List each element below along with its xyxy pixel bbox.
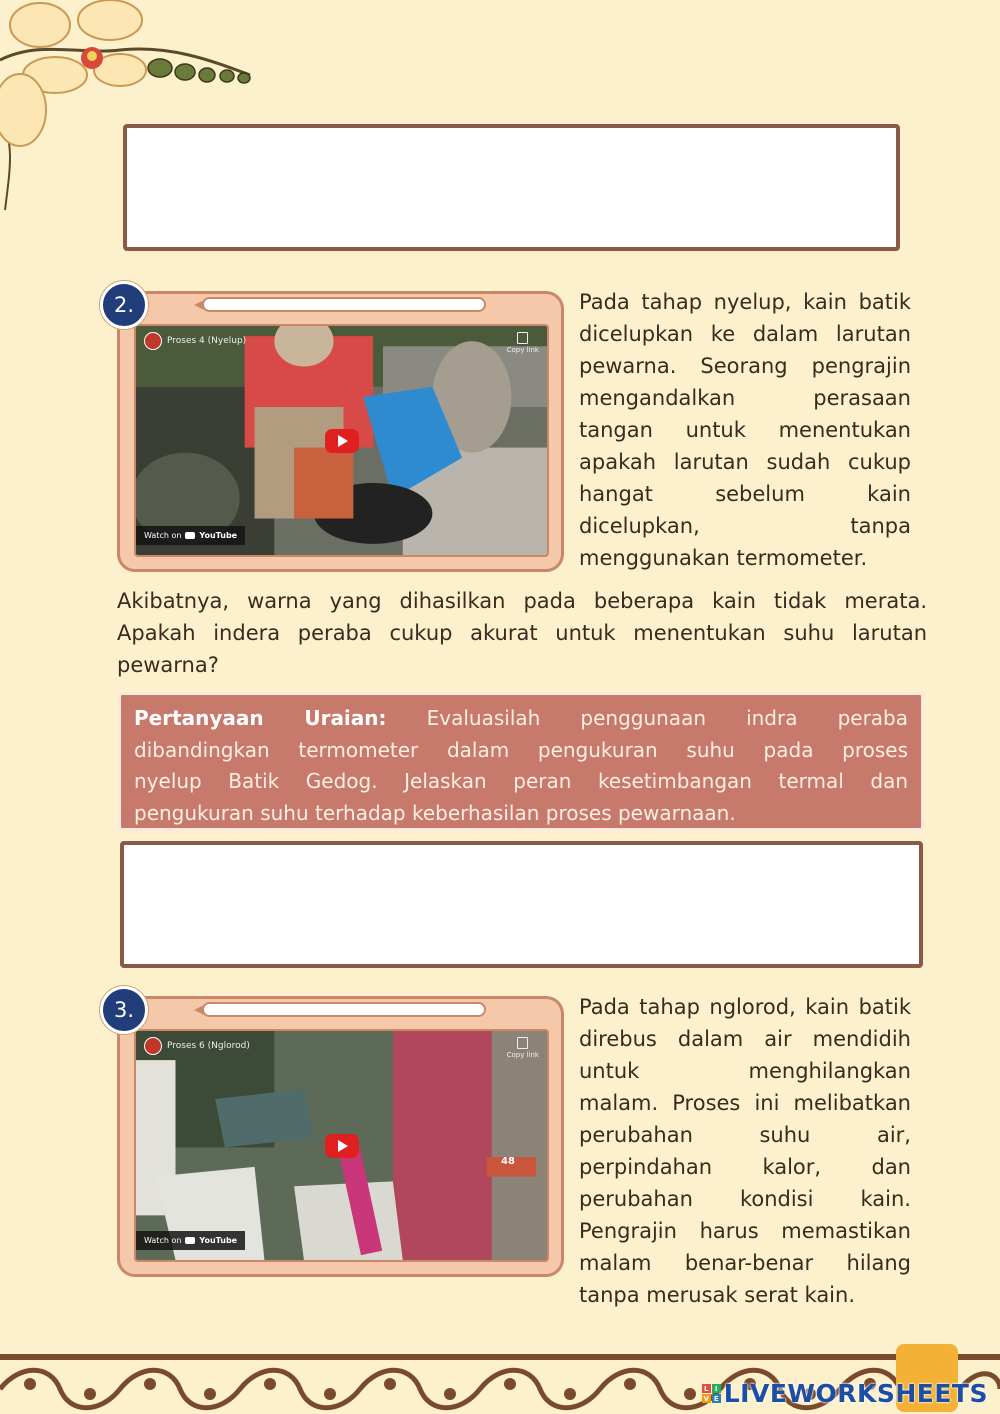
youtube-label: YouTube — [199, 1236, 238, 1245]
channel-avatar — [144, 1037, 162, 1055]
answer-box-1[interactable] — [123, 124, 900, 251]
question-line: pengukuran suhu terhadap keberhasilan proses pewarnaan. — [134, 800, 736, 825]
logo-text: LIVEWORKSHEETS — [723, 1379, 988, 1408]
paragraph-line: malam benar-benar hilang — [579, 1251, 911, 1275]
paragraph-line: Pengrajin harus memastikan — [579, 1219, 911, 1243]
paragraph-line: malam. Proses ini melibatkan — [579, 1091, 911, 1115]
answer-box-2[interactable] — [120, 841, 923, 968]
play-icon[interactable] — [325, 1134, 359, 1158]
paragraph-line: direbus dalam air mendidih — [579, 1027, 911, 1051]
copy-link-label: Copy link — [506, 1051, 539, 1059]
watch-on-youtube-link[interactable] — [136, 526, 245, 545]
paragraph-line: dicelupkan, tanpa — [579, 514, 911, 538]
paragraph-line: mengandalkan perasaan — [579, 386, 911, 410]
logo-letter: E — [712, 1394, 721, 1403]
watch-on-label: Watch on — [144, 1236, 182, 1245]
item-number-badge: 3. — [100, 986, 148, 1034]
paragraph-line: Pada tahap nyelup, kain batik — [579, 290, 911, 314]
copy-link-button[interactable] — [507, 1037, 539, 1059]
video-frame — [117, 291, 564, 572]
paragraph-line: hangat sebelum kain — [579, 482, 911, 506]
question-text: Evaluasilah penggunaan indra peraba — [426, 706, 908, 730]
video-title — [144, 332, 246, 350]
item-2-paragraph — [579, 286, 911, 574]
question-label: Pertanyaan Uraian: — [134, 706, 387, 730]
paragraph-line: perubahan kondisi kain. — [579, 1187, 911, 1211]
video-title-text: Proses 6 (Nglorod) — [167, 1041, 250, 1051]
youtube-video-embed[interactable] — [134, 324, 549, 557]
paragraph-line: tanpa merusak serat kain. — [579, 1283, 856, 1307]
frame-bar — [202, 1002, 486, 1017]
watch-on-label: Watch on — [144, 531, 182, 540]
video-frame — [117, 996, 564, 1277]
paragraph-line: dicelupkan ke dalam larutan — [579, 322, 911, 346]
price-sign-text: 48 — [501, 1156, 515, 1167]
item-3-paragraph — [579, 991, 911, 1311]
paragraph-line: perpindahan kalor, dan — [579, 1155, 911, 1179]
paragraph-line: menggunakan termometer. — [579, 546, 868, 570]
essay-question-box — [118, 692, 924, 831]
paragraph-line: perubahan suhu air, — [579, 1123, 911, 1147]
youtube-label: YouTube — [199, 531, 238, 540]
paragraph-line: tangan untuk menentukan — [579, 418, 911, 442]
question-line: dibandingkan termometer dalam pengukuran suhu pada proses — [134, 737, 908, 762]
paragraph-line: apakah larutan sudah cukup — [579, 450, 911, 474]
youtube-icon — [185, 1237, 195, 1244]
copy-icon — [517, 1037, 528, 1049]
question-line: nyelup Batik Gedog. Jelaskan peran kesetimbangan termal dan — [134, 769, 908, 793]
youtube-video-embed[interactable] — [134, 1029, 549, 1262]
paragraph-line: Pada tahap nglorod, kain batik — [579, 995, 911, 1019]
logo-grid-icon — [702, 1384, 721, 1403]
logo-letter: I — [712, 1384, 721, 1393]
play-icon[interactable] — [325, 429, 359, 453]
paragraph-line: pewarna? — [117, 653, 219, 677]
youtube-icon — [185, 532, 195, 539]
copy-icon — [517, 332, 528, 344]
frame-bar — [202, 297, 486, 312]
channel-avatar — [144, 332, 162, 350]
paragraph-line: Apakah indera peraba cukup akurat untuk menentukan suhu larutan — [117, 621, 927, 645]
item-number-badge: 2. — [100, 281, 148, 329]
paragraph-line: untuk menghilangkan — [579, 1059, 911, 1083]
copy-link-button[interactable] — [507, 332, 539, 354]
video-title — [144, 1037, 250, 1055]
video-title-text: Proses 4 (Nyelup) — [167, 336, 247, 346]
watch-on-youtube-link[interactable] — [136, 1231, 245, 1250]
logo-letter: L — [702, 1384, 711, 1393]
liveworksheets-logo[interactable] — [702, 1379, 988, 1408]
question-first-line — [134, 703, 908, 735]
paragraph-line: Akibatnya, warna yang dihasilkan pada beberapa kain tidak merata. — [117, 589, 927, 613]
copy-link-label: Copy link — [506, 346, 539, 354]
logo-letter: V — [703, 1394, 709, 1403]
paragraph-line: pewarna. Seorang pengrajin — [579, 354, 911, 378]
item-2-continuation — [117, 585, 927, 681]
